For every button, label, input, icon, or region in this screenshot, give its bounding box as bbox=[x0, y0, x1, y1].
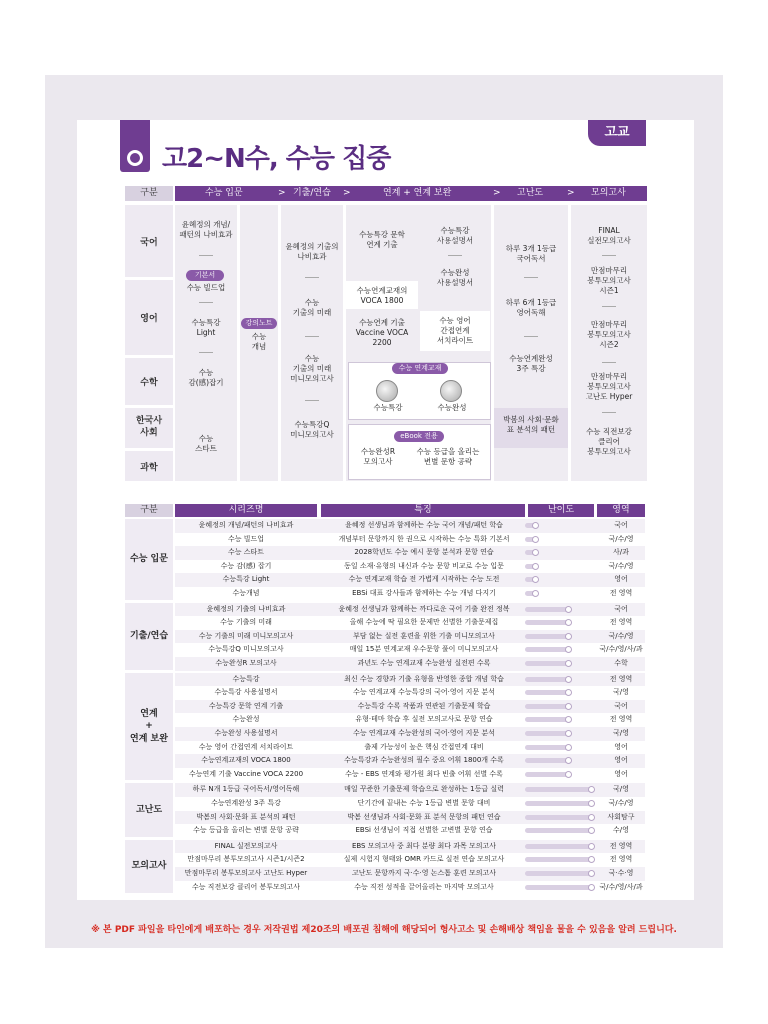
series-area: 전 영역 bbox=[609, 589, 633, 597]
series-name: 수능 등급을 올리는 변별 문항 공략 bbox=[193, 826, 299, 835]
book-future-mini: 수능 기출의 미래 미니모의고사 bbox=[290, 354, 334, 384]
series-feature: 수능 - EBS 연계와 평가원 최다 빈출 어휘 선별 수록 bbox=[345, 769, 503, 778]
series-feature: 수능 연계교재 학습 전 가볍게 시작하는 수능 도전 bbox=[348, 575, 500, 584]
difficulty-marker bbox=[565, 730, 572, 737]
series-name: 수능 스타트 bbox=[227, 548, 265, 557]
difficulty-bar bbox=[525, 871, 599, 876]
subject-science: 과학 bbox=[125, 451, 173, 481]
difficulty-fill bbox=[525, 745, 569, 750]
book-final: FINAL 실전모의고사 bbox=[587, 226, 631, 246]
table-row bbox=[175, 533, 645, 547]
subject-math: 수학 bbox=[125, 358, 173, 405]
series-feature: 올해 수능에 딱 필요한 문제만 선별한 기출문제집 bbox=[349, 618, 499, 627]
divider bbox=[199, 302, 213, 303]
table-row bbox=[175, 727, 645, 741]
series-feature: 수능특강과 수능완성의 필수 중요 어휘 1800개 수록 bbox=[344, 756, 504, 765]
divider bbox=[524, 277, 538, 278]
series-area: 국어 bbox=[614, 701, 628, 710]
table-row bbox=[175, 811, 645, 825]
book-complete-usage: 수능완성 사용설명서 bbox=[436, 268, 474, 288]
book-complete: 수능완성 bbox=[437, 403, 467, 412]
difficulty-marker bbox=[565, 660, 572, 667]
series-name: FINAL 실전모의고사 bbox=[214, 841, 278, 850]
grid-header-practice: 기출/연습 bbox=[293, 188, 331, 198]
table-row bbox=[175, 546, 645, 560]
divider bbox=[602, 412, 616, 413]
difficulty-fill bbox=[525, 758, 569, 763]
series-feature: 과년도 수능 연계교재 수능완성 실전편 수록 bbox=[357, 659, 491, 667]
difficulty-marker bbox=[532, 536, 539, 543]
table-row bbox=[175, 797, 645, 811]
divider bbox=[199, 255, 213, 256]
series-feature: 유형·테마 학습 후 실전 모의고사로 문항 연습 bbox=[355, 715, 493, 724]
book-kam: 수능 감(感)잡기 bbox=[188, 368, 224, 388]
series-area: 사/과 bbox=[613, 548, 629, 557]
divider bbox=[199, 352, 213, 353]
grid-header-mock: 모의고사 bbox=[591, 188, 626, 198]
series-area: 국어 bbox=[614, 521, 628, 529]
table-header-category: 구분 bbox=[125, 504, 173, 517]
difficulty-bar bbox=[525, 564, 599, 569]
table-row bbox=[175, 630, 645, 644]
difficulty-bar bbox=[525, 772, 599, 777]
divider bbox=[448, 255, 462, 256]
series-feature: 부담 없는 실전 훈련을 위한 기출 미니모의고사 bbox=[353, 631, 495, 640]
table-group-label: 연계 + 연계 보완 bbox=[125, 673, 173, 781]
difficulty-marker bbox=[588, 856, 595, 863]
table-row bbox=[175, 713, 645, 727]
difficulty-bar bbox=[525, 828, 599, 833]
series-area: 수/영 bbox=[613, 826, 629, 835]
difficulty-fill bbox=[525, 815, 592, 820]
series-area: 국/수/영 bbox=[608, 631, 634, 640]
table-row bbox=[175, 686, 645, 700]
series-name: 수능완성R 모의고사 bbox=[215, 659, 277, 667]
table-header-series: 시리즈명 bbox=[175, 504, 317, 517]
difficulty-fill bbox=[525, 717, 569, 722]
table-row bbox=[175, 587, 645, 601]
series-area: 영어 bbox=[614, 575, 628, 584]
difficulty-bar bbox=[525, 704, 599, 709]
series-feature: 수능특강 수록 작품과 연관된 기출문제 학습 bbox=[357, 701, 491, 710]
difficulty-marker bbox=[588, 870, 595, 877]
difficulty-fill bbox=[525, 772, 569, 777]
series-area: 국어 bbox=[614, 604, 628, 613]
divider bbox=[305, 400, 319, 401]
copyright-notice: ※ 본 PDF 파일을 타인에게 배포하는 경우 저작권법 제20조의 배포권 침해에 해당되어 형사고소 및 손해배상 책임을 물을 수 있음을 알려 드립니다. bbox=[91, 925, 677, 935]
book-completeR: 수능완성R 모의고사 bbox=[360, 447, 396, 467]
table-group-label: 기출/연습 bbox=[125, 603, 173, 670]
table-row bbox=[175, 700, 645, 714]
series-name: 만점마무리 봉투모의고사 시즌1/시즌2 bbox=[187, 855, 305, 864]
difficulty-bar bbox=[525, 885, 599, 890]
subject-history-social: 한국사 사회 bbox=[125, 408, 173, 448]
table-row bbox=[175, 741, 645, 755]
series-name: 박봄의 사회·문화 표 분석의 패턴 bbox=[196, 812, 296, 821]
table-row bbox=[175, 824, 645, 838]
arrow-icon: > bbox=[278, 188, 286, 198]
book-park: 박봄의 사회·문화 표 분석의 패턴 bbox=[503, 415, 559, 435]
difficulty-marker bbox=[565, 606, 572, 613]
difficulty-fill bbox=[525, 634, 569, 639]
book-butterfly-concept: 윤혜정의 개념/ 패턴의 나비효과 bbox=[179, 220, 233, 240]
difficulty-fill bbox=[525, 620, 569, 625]
series-feature: 매일 꾸준한 기출문제 학습으로 완성하는 1등급 실력 bbox=[344, 785, 504, 794]
grid-header-bar bbox=[175, 186, 647, 201]
difficulty-fill bbox=[525, 871, 592, 876]
book-special: 수능특강 bbox=[373, 403, 403, 412]
table-row bbox=[175, 867, 645, 881]
difficulty-marker bbox=[532, 576, 539, 583]
series-area: 국/수/영/사/과 bbox=[599, 882, 643, 891]
difficulty-marker bbox=[565, 703, 572, 710]
series-name: 수능 기출의 미래 bbox=[220, 618, 272, 627]
subject-korean: 국어 bbox=[125, 205, 173, 277]
series-name: 수능완성 사용설명서 bbox=[214, 729, 278, 737]
book-buildup: 수능 빌드업 bbox=[186, 283, 226, 292]
arrow-icon: > bbox=[567, 188, 575, 198]
difficulty-fill bbox=[525, 857, 592, 862]
difficulty-fill bbox=[525, 844, 592, 849]
series-feature: 수능 연계교재 수능특강의 국어·영어 지문 분석 bbox=[353, 688, 495, 697]
difficulty-marker bbox=[588, 800, 595, 807]
book-usage: 수능특강 사용설명서 bbox=[436, 226, 474, 246]
difficulty-fill bbox=[525, 690, 569, 695]
difficulty-bar bbox=[525, 661, 599, 666]
tag-basic: 기본서 bbox=[186, 270, 224, 281]
series-area: 수학 bbox=[614, 659, 628, 667]
arrow-icon: > bbox=[493, 188, 501, 198]
series-feature: 고난도 문항까지 국·수·영 논스톱 훈련 모의고사 bbox=[351, 869, 497, 877]
difficulty-bar bbox=[525, 550, 599, 555]
series-feature: 출제 가능성이 높은 핵심 간접연계 대비 bbox=[364, 742, 484, 751]
grid-header-category: 구분 bbox=[125, 186, 173, 201]
difficulty-bar bbox=[525, 607, 599, 612]
difficulty-bar bbox=[525, 577, 599, 582]
difficulty-fill bbox=[525, 787, 592, 792]
series-feature: EBSi 대표 강사들과 함께하는 수능 개념 다지기 bbox=[352, 589, 496, 597]
difficulty-bar bbox=[525, 717, 599, 722]
series-name: 수능 영어 간접연계 서치라이트 bbox=[198, 742, 294, 751]
series-area: 국/수/영/사/과 bbox=[599, 645, 643, 654]
group-divider bbox=[175, 601, 645, 602]
table-group-label: 수능 입문 bbox=[125, 519, 173, 600]
table-row bbox=[175, 643, 645, 657]
series-area: 사회탐구 bbox=[607, 812, 635, 821]
divider bbox=[602, 306, 616, 307]
difficulty-marker bbox=[565, 744, 572, 751]
divider bbox=[602, 362, 616, 363]
series-name: 하루 N개 1등급 국어독서/영어독해 bbox=[192, 785, 300, 794]
tag-lecture-note: 강의노트 bbox=[241, 318, 277, 329]
grid-header-hard: 고난도 bbox=[517, 188, 544, 198]
series-feature: 최신 수능 경향과 기출 유형을 반영한 종합 개념 학습 bbox=[344, 674, 504, 683]
difficulty-fill bbox=[525, 731, 569, 736]
difficulty-bar bbox=[525, 523, 599, 528]
book-future: 수능 기출의 미래 bbox=[292, 298, 332, 318]
series-name: 수능특강Q 미니모의고사 bbox=[208, 645, 284, 654]
table-header-area: 영역 bbox=[597, 504, 645, 517]
series-area: 국/영 bbox=[613, 688, 629, 697]
difficulty-bar bbox=[525, 591, 599, 596]
book-start: 수능 스타트 bbox=[195, 434, 217, 454]
series-name: 윤혜정의 개념/패턴의 나비효과 bbox=[198, 521, 294, 529]
table-row bbox=[175, 616, 645, 630]
book-q-mini: 수능특강Q 미니모의고사 bbox=[290, 420, 334, 440]
grid-header-intro: 수능 입문 bbox=[205, 188, 243, 198]
difficulty-marker bbox=[588, 827, 595, 834]
table-group-label: 고난도 bbox=[125, 783, 173, 836]
book-concept: 수능 개념 bbox=[251, 332, 267, 352]
series-feature: 수능 직전 성적을 끌어올리는 마지막 모의고사 bbox=[354, 882, 494, 891]
difficulty-bar bbox=[525, 857, 599, 862]
series-name: 수능 직전보강 클리어 봉투모의고사 bbox=[191, 882, 301, 891]
subject-english: 영어 bbox=[125, 280, 173, 355]
group-divider bbox=[175, 838, 645, 839]
series-feature: 박봄 선생님과 사회·문화 표 분석 문항의 패턴 연습 bbox=[347, 812, 501, 821]
table-row bbox=[175, 657, 645, 671]
book-searchlight: 수능 영어 간접연계 서치라이트 bbox=[436, 316, 474, 346]
difficulty-marker bbox=[588, 843, 595, 850]
difficulty-marker bbox=[565, 633, 572, 640]
series-feature: 개념부터 문항까지 한 권으로 시작하는 수능 특화 기본서 bbox=[338, 534, 510, 543]
book-direct: 수능 직전보강 클리어 봉투모의고사 bbox=[586, 427, 632, 457]
series-feature: 2028학년도 수능 예시 문항 분석과 문항 연습 bbox=[354, 548, 494, 557]
difficulty-fill bbox=[525, 677, 569, 682]
difficulty-bar bbox=[525, 647, 599, 652]
divider bbox=[305, 336, 319, 337]
series-name: 만점마무리 봉투모의고사 고난도 Hyper bbox=[184, 869, 308, 877]
level-badge: 고교 bbox=[588, 120, 646, 146]
difficulty-bar bbox=[525, 815, 599, 820]
table-row bbox=[175, 853, 645, 867]
book-grade-up: 수능 등급을 올리는 변별 문항 공략 bbox=[416, 447, 480, 467]
difficulty-fill bbox=[525, 661, 569, 666]
difficulty-fill bbox=[525, 647, 569, 652]
table-row bbox=[175, 783, 645, 797]
tag-ebook: eBook 전용 bbox=[394, 431, 444, 442]
book-light: 수능특강 Light bbox=[191, 318, 221, 338]
book-badge-icon bbox=[440, 380, 462, 402]
book-complete3: 수능연계완성 3주 특강 bbox=[509, 354, 553, 374]
table-row bbox=[175, 673, 645, 687]
difficulty-bar bbox=[525, 620, 599, 625]
difficulty-bar bbox=[525, 758, 599, 763]
table-row bbox=[175, 768, 645, 782]
series-area: 국/영 bbox=[613, 785, 629, 794]
book-badge-icon bbox=[376, 380, 398, 402]
group-divider bbox=[175, 781, 645, 782]
divider bbox=[305, 277, 319, 278]
difficulty-bar bbox=[525, 634, 599, 639]
series-feature: 윤혜정 선생님과 함께하는 수능 국어 개념/패턴 학습 bbox=[345, 521, 503, 529]
table-header-feature: 특징 bbox=[321, 504, 525, 517]
difficulty-bar bbox=[525, 745, 599, 750]
book-vaccine: 수능연계 기출 Vaccine VOCA 2200 bbox=[355, 318, 409, 348]
series-name: 수능특강 사용설명서 bbox=[214, 688, 278, 697]
difficulty-marker bbox=[532, 549, 539, 556]
difficulty-marker bbox=[565, 619, 572, 626]
series-area: 영어 bbox=[614, 769, 628, 778]
difficulty-marker bbox=[532, 590, 539, 597]
book-kor-daily: 하루 3개 1등급 국어독서 bbox=[505, 244, 557, 264]
series-area: 국/영 bbox=[613, 729, 629, 737]
page-title: 고2~N수, 수능 집중 bbox=[162, 144, 391, 174]
arrow-icon: > bbox=[343, 188, 351, 198]
series-name: 수능개념 bbox=[232, 589, 260, 597]
difficulty-marker bbox=[588, 814, 595, 821]
table-row bbox=[175, 754, 645, 768]
book-lit-link: 수능특강 문학 연계 기출 bbox=[359, 230, 405, 250]
series-feature: EBSi 선생님이 직접 선별한 고변별 문항 연습 bbox=[355, 826, 493, 835]
difficulty-fill bbox=[525, 885, 592, 890]
table-row bbox=[175, 573, 645, 587]
table-row bbox=[175, 840, 645, 854]
table-row bbox=[175, 881, 645, 895]
series-area: 국/수/영 bbox=[608, 799, 634, 807]
title-bullet-icon bbox=[127, 150, 143, 166]
series-area: 영어 bbox=[614, 756, 628, 765]
difficulty-bar bbox=[525, 801, 599, 806]
divider bbox=[602, 255, 616, 256]
series-feature: EBS 모의고사 중 최다 분량 최다 과목 모의고사 bbox=[351, 841, 497, 850]
table-group-label: 모의고사 bbox=[125, 840, 173, 893]
difficulty-marker bbox=[565, 771, 572, 778]
book-voca1800: 수능연계교재의 VOCA 1800 bbox=[356, 286, 408, 306]
difficulty-marker bbox=[588, 786, 595, 793]
table-row bbox=[175, 519, 645, 533]
book-eng-daily: 하루 6개 1등급 영어독해 bbox=[505, 298, 557, 318]
difficulty-marker bbox=[565, 676, 572, 683]
difficulty-marker bbox=[565, 689, 572, 696]
difficulty-marker bbox=[565, 757, 572, 764]
difficulty-bar bbox=[525, 537, 599, 542]
difficulty-marker bbox=[588, 884, 595, 891]
series-name: 윤혜정의 기출의 나비효과 bbox=[206, 604, 286, 613]
series-area: 영어 bbox=[614, 742, 628, 751]
series-feature: 단기간에 끝내는 수능 1등급 변별 문항 대비 bbox=[357, 799, 491, 807]
difficulty-fill bbox=[525, 704, 569, 709]
tag-link-books: 수능 연계교재 bbox=[392, 363, 448, 374]
divider bbox=[524, 336, 538, 337]
series-name: 수능 기출의 미래 미니모의고사 bbox=[198, 631, 294, 640]
group-divider bbox=[175, 894, 645, 895]
series-name: 수능완성 bbox=[232, 715, 260, 724]
difficulty-fill bbox=[525, 801, 592, 806]
series-feature: 실제 시험지 형태와 OMR 카드로 실전 연습 모의고사 bbox=[343, 855, 505, 864]
group-divider bbox=[175, 671, 645, 672]
difficulty-bar bbox=[525, 844, 599, 849]
series-name: 수능연계 기출 Vaccine VOCA 2200 bbox=[188, 769, 304, 778]
series-name: 수능연계교재의 VOCA 1800 bbox=[201, 756, 291, 765]
table-header-level: 난이도 bbox=[528, 504, 594, 517]
difficulty-marker bbox=[565, 646, 572, 653]
difficulty-bar bbox=[525, 677, 599, 682]
difficulty-marker bbox=[565, 716, 572, 723]
difficulty-marker bbox=[532, 563, 539, 570]
series-area: 전 영역 bbox=[609, 618, 633, 627]
series-name: 수능특강 bbox=[232, 674, 260, 683]
series-area: 전 영역 bbox=[609, 674, 633, 683]
difficulty-bar bbox=[525, 690, 599, 695]
difficulty-bar bbox=[525, 731, 599, 736]
series-area: 국·수·영 bbox=[608, 869, 634, 877]
difficulty-marker bbox=[532, 522, 539, 529]
series-area: 국/수/영 bbox=[608, 534, 634, 543]
series-name: 수능연계완성 3주 특강 bbox=[211, 799, 281, 807]
difficulty-fill bbox=[525, 828, 592, 833]
difficulty-bar bbox=[525, 787, 599, 792]
series-feature: 동일 소재·유형의 내신과 수능 문항 비교로 수능 입문 bbox=[344, 561, 504, 570]
book-hyper: 만점마무리 봉투모의고사 고난도 Hyper bbox=[585, 372, 633, 402]
series-feature: 수능 연계교재 수능완성의 국어·영어 지문 분석 bbox=[353, 729, 495, 737]
series-name: 수능 감(感) 잡기 bbox=[220, 561, 272, 570]
grid-header-link: 연계 + 연계 보완 bbox=[383, 188, 452, 198]
series-name: 수능특강 Light bbox=[222, 575, 270, 584]
series-area: 국/수/영 bbox=[608, 561, 634, 570]
book-butterfly-exam: 윤혜정의 기출의 나비효과 bbox=[285, 242, 339, 262]
table-row bbox=[175, 560, 645, 574]
book-s1: 만점마무리 봉투모의고사 시즌1 bbox=[587, 266, 631, 296]
series-feature: 윤혜정 선생님과 함께하는 까다로운 국어 기출 완전 정복 bbox=[338, 604, 510, 613]
book-s2: 만점마무리 봉투모의고사 시즌2 bbox=[587, 320, 631, 350]
series-area: 전 영역 bbox=[609, 855, 633, 864]
table-row bbox=[175, 603, 645, 617]
series-name: 수능 빌드업 bbox=[227, 534, 265, 543]
series-feature: 매일 15분 연계교재 우수문항 풀이 미니모의고사 bbox=[349, 645, 499, 654]
series-area: 전 영역 bbox=[609, 841, 633, 850]
series-area: 전 영역 bbox=[609, 715, 633, 724]
series-name: 수능특강 문학 연계 기출 bbox=[208, 701, 284, 710]
difficulty-fill bbox=[525, 607, 569, 612]
